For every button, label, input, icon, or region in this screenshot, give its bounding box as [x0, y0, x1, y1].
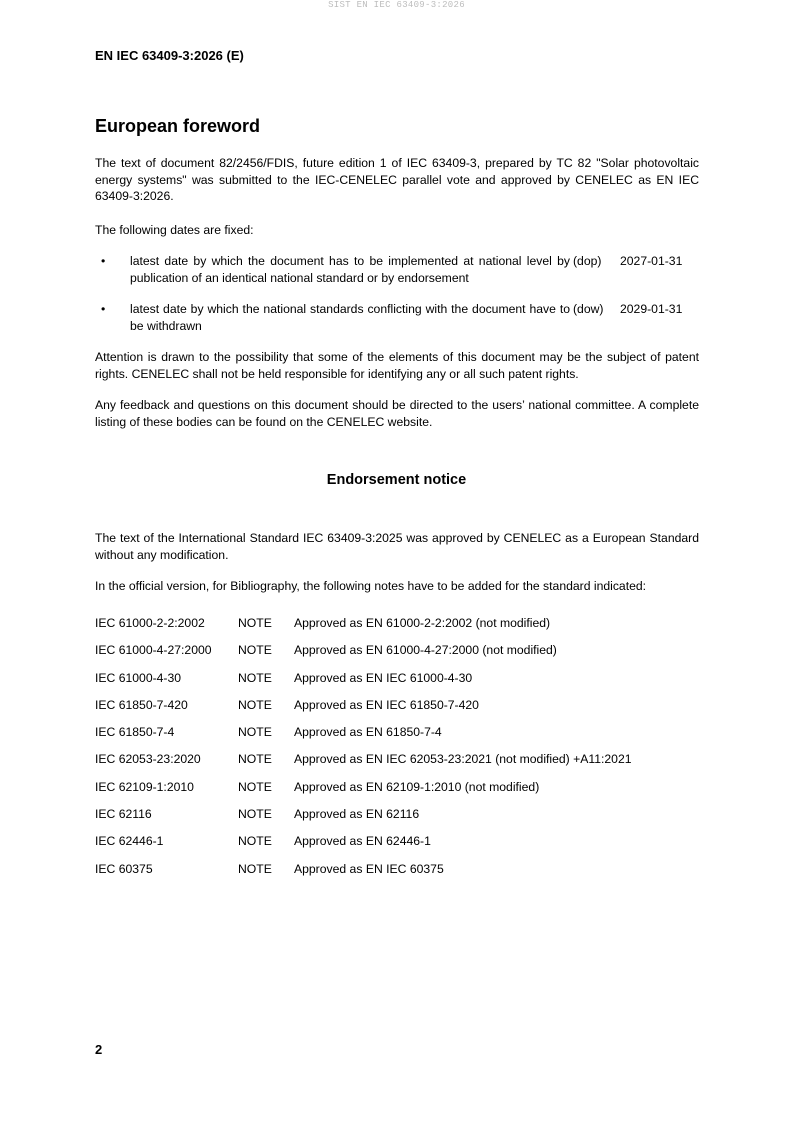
bullet-icon: •: [101, 302, 106, 316]
date-item-code: (dop): [573, 254, 602, 268]
date-item-text: latest date by which the document has to be implemented at national level by publication of an identical national standard or by endorsement: [130, 254, 570, 285]
note-text: Approved as EN 62116: [294, 807, 420, 822]
note-standard: IEC 61000-4-27:2000: [95, 643, 212, 658]
note-label: NOTE: [238, 834, 272, 849]
feedback-paragraph: Any feedback and questions on this document should be directed to the users’ national committee. A complete listing of these bodies can be found on the CENELEC website.: [95, 398, 699, 429]
endorsement-paragraph: The text of the International Standard IEC 63409-3:2025 was approved by CENELEC as a European Standard without any modification.: [95, 531, 699, 562]
note-text: Approved as EN IEC 60375: [294, 861, 444, 876]
note-standard: IEC 61000-4-30: [95, 670, 182, 685]
note-text: Approved as EN IEC 61000-4-30: [294, 670, 473, 685]
note-text: Approved as EN 62109-1:2010 (not modified): [294, 779, 540, 794]
dates-intro-paragraph: The following dates are fixed:: [95, 223, 254, 237]
document-identifier: EN IEC 63409-3:2026 (E): [95, 48, 244, 63]
note-label: NOTE: [238, 807, 272, 822]
foreword-intro-paragraph: The text of document 82/2456/FDIS, future edition 1 of IEC 63409-3, prepared by TC 82 "Solar photovoltaic energy systems" was submitted to the IEC-CENELEC parallel vote and approved by CENELEC as EN IEC 63409-3:2026.: [95, 156, 699, 203]
note-standard: IEC 61000-2-2:2002: [95, 616, 205, 630]
note-standard: IEC 62109-1:2010: [95, 779, 194, 794]
date-item-date: 2027-01-31: [620, 254, 683, 268]
note-standard: IEC 62116: [95, 807, 152, 822]
note-label: NOTE: [238, 779, 272, 794]
note-text: Approved as EN IEC 61850-7-420: [294, 697, 479, 712]
note-label: NOTE: [238, 643, 272, 658]
note-label: NOTE: [238, 697, 272, 712]
note-text: Approved as EN 61000-2-2:2002 (not modified): [294, 616, 551, 630]
note-label: NOTE: [238, 861, 272, 876]
note-standard: IEC 60375: [95, 861, 153, 876]
endorsement-title: Endorsement notice: [326, 472, 467, 488]
foreword-title: European foreword: [95, 116, 261, 136]
note-standard: IEC 61850-7-4: [95, 725, 175, 740]
note-standard: IEC 62053-23:2020: [95, 752, 201, 767]
note-standard: IEC 61850-7-420: [95, 697, 188, 712]
note-label: NOTE: [238, 616, 272, 630]
watermark: SIST EN IEC 63409-3:2026: [328, 0, 465, 10]
note-text: Approved as EN 61850-7-4: [294, 725, 442, 740]
bullet-icon: •: [101, 254, 106, 268]
date-item-code: (dow): [573, 302, 604, 316]
note-text: Approved as EN IEC 62053-23:2021 (not modified) +A11:2021: [294, 752, 632, 767]
date-item-date: 2029-01-31: [620, 302, 683, 316]
note-label: NOTE: [238, 752, 272, 767]
date-item-text: latest date by which the national standards conflicting with the document have to be withdrawn: [130, 302, 570, 333]
notes-intro-paragraph: In the official version, for Bibliography, the following notes have to be added for the standard indicated:: [95, 579, 647, 593]
note-label: NOTE: [238, 670, 272, 685]
note-standard: IEC 62446-1: [95, 834, 164, 849]
page-number: 2: [95, 1042, 103, 1057]
note-text: Approved as EN 61000-4-27:2000 (not modified): [294, 643, 557, 658]
note-text: Approved as EN 62446-1: [294, 834, 431, 849]
note-label: NOTE: [238, 725, 272, 740]
patent-paragraph: Attention is drawn to the possibility that some of the elements of this document may be the subject of patent rights. CENELEC shall not be held responsible for identifying any or all such patent rights.: [95, 350, 699, 381]
